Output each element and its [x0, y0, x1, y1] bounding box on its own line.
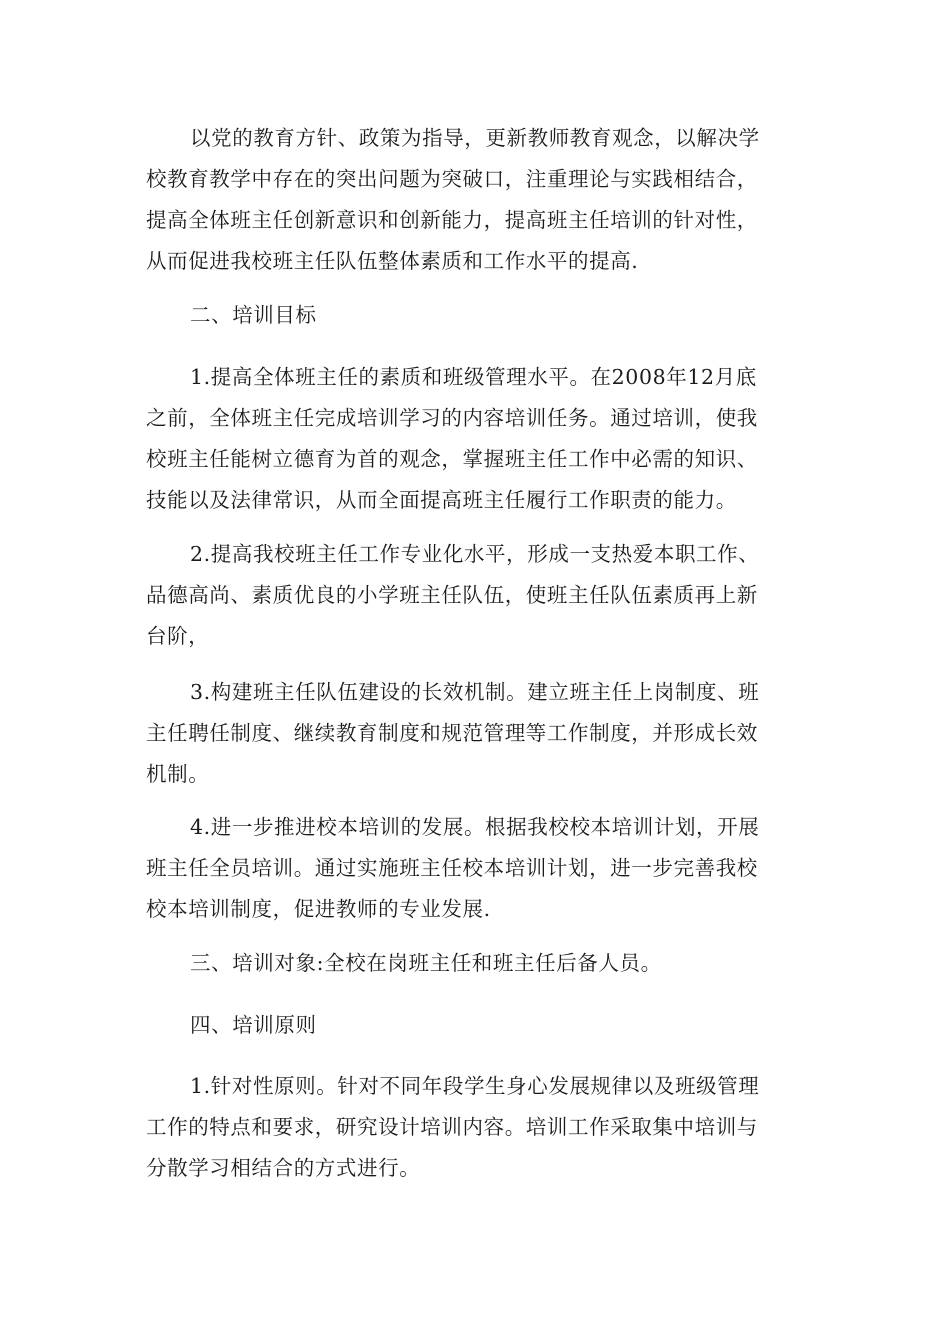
paragraph-line: 4.进一步推进校本培训的发展。根据我校校本培训计划，开展 — [190, 815, 760, 839]
section-heading-goals — [146, 295, 806, 336]
section-heading-principles — [146, 1005, 806, 1046]
paragraph-line: 工作的特点和要求，研究设计培训内容。培训工作采取集中培训与 — [146, 1115, 758, 1139]
paragraph-line: 2.提高我校班主任工作专业化水平，形成一支热爱本职工作、 — [190, 542, 760, 566]
paragraph-line: 1.针对性原则。针对不同年段学生身心发展规律以及班级管理 — [190, 1074, 760, 1098]
heading-line: 三、培训对象:全校在岗班主任和班主任后备人员。 — [190, 951, 662, 975]
paragraph-line: 以党的教育方针、政策为指导，更新教师教育观念，以解决学 — [190, 126, 760, 150]
paragraph-goal-4 — [146, 807, 806, 930]
paragraph-line: 技能以及法律常识，从而全面提高班主任履行工作职责的能力。 — [146, 488, 737, 512]
heading-line: 四、培训原则 — [190, 1013, 317, 1037]
paragraph-line: 品德高尚、素质优良的小学班主任队伍，使班主任队伍素质再上新 — [146, 583, 758, 607]
paragraph-goal-1 — [146, 357, 806, 521]
paragraph-principle-1 — [146, 1066, 806, 1189]
paragraph-goal-2 — [146, 534, 806, 657]
paragraph-line: 分散学习相结合的方式进行。 — [146, 1156, 421, 1180]
paragraph-guiding-ideology — [146, 118, 806, 282]
paragraph-line: 从而促进我校班主任队伍整体素质和工作水平的提高. — [146, 249, 639, 273]
section-heading-trainees — [146, 943, 806, 984]
paragraph-line: 机制。 — [146, 762, 210, 786]
paragraph-line: 3.构建班主任队伍建设的长效机制。建立班主任上岗制度、班 — [190, 680, 760, 704]
paragraph-line: 之前，全体班主任完成培训学习的内容培训任务。通过培训，使我 — [146, 406, 758, 430]
paragraph-line: 班主任全员培训。通过实施班主任校本培训计划，进一步完善我校 — [146, 856, 758, 880]
paragraph-line: 1.提高全体班主任的素质和班级管理水平。在2008年12月底 — [190, 365, 757, 389]
paragraph-line: 提高全体班主任创新意识和创新能力，提高班主任培训的针对性， — [146, 208, 758, 232]
paragraph-line: 台阶， — [146, 624, 210, 648]
paragraph-goal-3 — [146, 672, 806, 795]
heading-line: 二、培训目标 — [190, 303, 317, 327]
paragraph-line: 校本培训制度，促进教师的专业发展. — [146, 897, 491, 921]
paragraph-line: 校教育教学中存在的突出问题为突破口，注重理论与实践相结合， — [146, 167, 758, 191]
paragraph-line: 校班主任能树立德育为首的观念，掌握班主任工作中必需的知识、 — [146, 447, 758, 471]
paragraph-line: 主任聘任制度、继续教育制度和规范管理等工作制度，并形成长效 — [146, 721, 758, 745]
